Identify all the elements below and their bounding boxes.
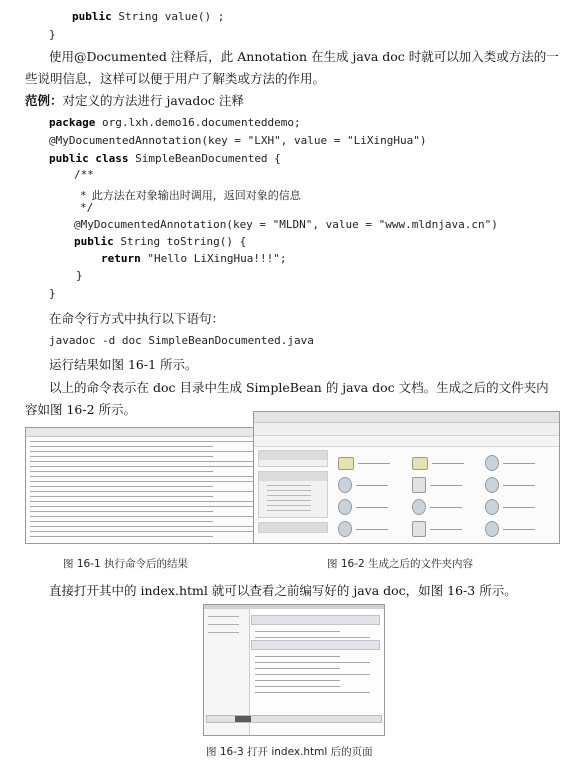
code-doc-text: 此方法在对象输出时调用，返回对象的信息 <box>91 189 301 202</box>
console-line <box>30 526 261 527</box>
code-brace: } <box>76 269 83 282</box>
explorer-file-grid <box>338 452 553 539</box>
code-doc-star: * <box>80 189 87 202</box>
code-doc-open: /** <box>74 168 94 181</box>
browser-main-frame <box>251 613 380 731</box>
file-item <box>338 518 406 540</box>
console-line <box>30 461 261 462</box>
console-line <box>30 451 261 452</box>
console-line <box>30 501 261 502</box>
console-line <box>30 496 213 497</box>
folder-icon <box>412 457 428 470</box>
figure-browser-screenshot <box>203 604 385 736</box>
example-label: 范例： <box>25 93 63 108</box>
file-item <box>412 518 480 540</box>
code-line-method <box>74 235 246 248</box>
paragraph-line: 直接打开其中的 index.html 就可以查看之前编写好的 java doc，如图 16-3 所示。 <box>49 583 517 598</box>
console-line <box>30 521 213 522</box>
console-titlebar <box>26 428 273 437</box>
code-keyword: public <box>74 235 114 248</box>
figure-caption: 图 16-3 打开 index.html 后的页面 <box>206 746 373 758</box>
file-item <box>338 452 406 474</box>
command-line: javadoc -d doc SimpleBeanDocumented.java <box>49 334 314 347</box>
html-file-icon <box>412 499 426 515</box>
code-text: SimpleBeanDocumented { <box>128 152 281 165</box>
console-line <box>30 476 261 477</box>
file-item <box>485 452 553 474</box>
browser-navbar <box>206 715 382 723</box>
file-item <box>338 496 406 518</box>
file-item <box>412 496 480 518</box>
sidebar-panel <box>258 471 328 518</box>
file-item <box>412 474 480 496</box>
section-header <box>251 615 380 625</box>
figure-caption: 图 16-1 执行命令后的结果 <box>63 558 189 570</box>
explorer-titlebar <box>254 412 559 423</box>
file-item <box>485 518 553 540</box>
code-line-package <box>49 116 301 129</box>
code-doc-close: */ <box>80 201 94 214</box>
console-line <box>30 516 261 517</box>
file-item <box>485 474 553 496</box>
sidebar-panel <box>258 522 328 533</box>
file-icon <box>412 521 426 537</box>
code-text: "Hello LiXingHua!!!"; <box>140 252 287 265</box>
console-line <box>30 446 213 447</box>
file-item <box>338 474 406 496</box>
console-line <box>30 441 261 442</box>
paragraph-line: 在命令行方式中执行以下语句： <box>49 311 225 326</box>
section-header <box>251 640 380 650</box>
console-line <box>30 456 213 457</box>
code-keyword: public <box>72 10 112 23</box>
console-line <box>30 506 261 507</box>
file-item <box>412 452 480 474</box>
paragraph-line: 些说明信息，这样可以便于用户了解类或方法的作用。 <box>25 71 326 86</box>
html-file-icon <box>485 477 499 493</box>
figure-caption: 图 16-2 生成之后的文件夹内容 <box>327 558 474 570</box>
example-text: 对定义的方法进行 javadoc 注释 <box>62 93 244 108</box>
html-file-icon <box>338 499 352 515</box>
file-icon <box>412 477 426 493</box>
console-line <box>30 536 213 537</box>
console-line <box>30 486 213 487</box>
code-line-class <box>49 152 281 165</box>
html-file-icon <box>485 521 499 537</box>
code-doc-line <box>80 184 301 203</box>
file-item <box>485 496 553 518</box>
folder-icon <box>338 457 354 470</box>
figure-console-screenshot <box>25 427 274 544</box>
explorer-toolbar <box>254 436 559 447</box>
explorer-sidebar <box>258 450 328 539</box>
html-file-icon <box>338 477 352 493</box>
console-line <box>30 466 261 467</box>
console-line <box>30 531 261 532</box>
code-text: String toString() { <box>113 235 247 248</box>
console-line <box>30 511 213 512</box>
console-line <box>30 471 213 472</box>
console-line <box>30 481 261 482</box>
code-brace: } <box>49 28 56 41</box>
code-line-annotation: @MyDocumentedAnnotation(key = "MLDN", value = "www.mldnjava.cn") <box>74 218 498 231</box>
code-text: org.lxh.demo16.documenteddemo; <box>95 116 301 129</box>
html-file-icon <box>485 455 499 471</box>
code-keyword: package <box>49 116 96 129</box>
console-line <box>30 491 261 492</box>
paragraph-line: 以上的命令表示在 doc 目录中生成 SimpleBean 的 java doc 文档。生成之后的文件夹内 <box>49 380 549 395</box>
code-line-annotation: @MyDocumentedAnnotation(key = "LXH", value = "LiXingHua") <box>49 134 427 147</box>
code-keyword: public class <box>49 152 129 165</box>
code-keyword: return <box>101 252 141 265</box>
html-file-icon <box>485 499 499 515</box>
code-line-value <box>72 10 224 23</box>
paragraph-line: 使用@Documented 注释后，此 Annotation 在生成 java doc 时就可以加入类或方法的一 <box>49 49 559 64</box>
paragraph-line: 容如图 16-2 所示。 <box>25 402 137 417</box>
explorer-addressbar <box>254 423 559 436</box>
code-brace: } <box>49 287 56 300</box>
sidebar-panel <box>258 450 328 467</box>
figure-explorer-screenshot <box>253 411 560 544</box>
paragraph-line: 运行结果如图 16-1 所示。 <box>49 357 198 372</box>
code-line-return <box>101 252 286 265</box>
example-heading <box>25 91 244 109</box>
html-file-icon <box>338 521 352 537</box>
code-text: String value() ; <box>111 10 225 23</box>
